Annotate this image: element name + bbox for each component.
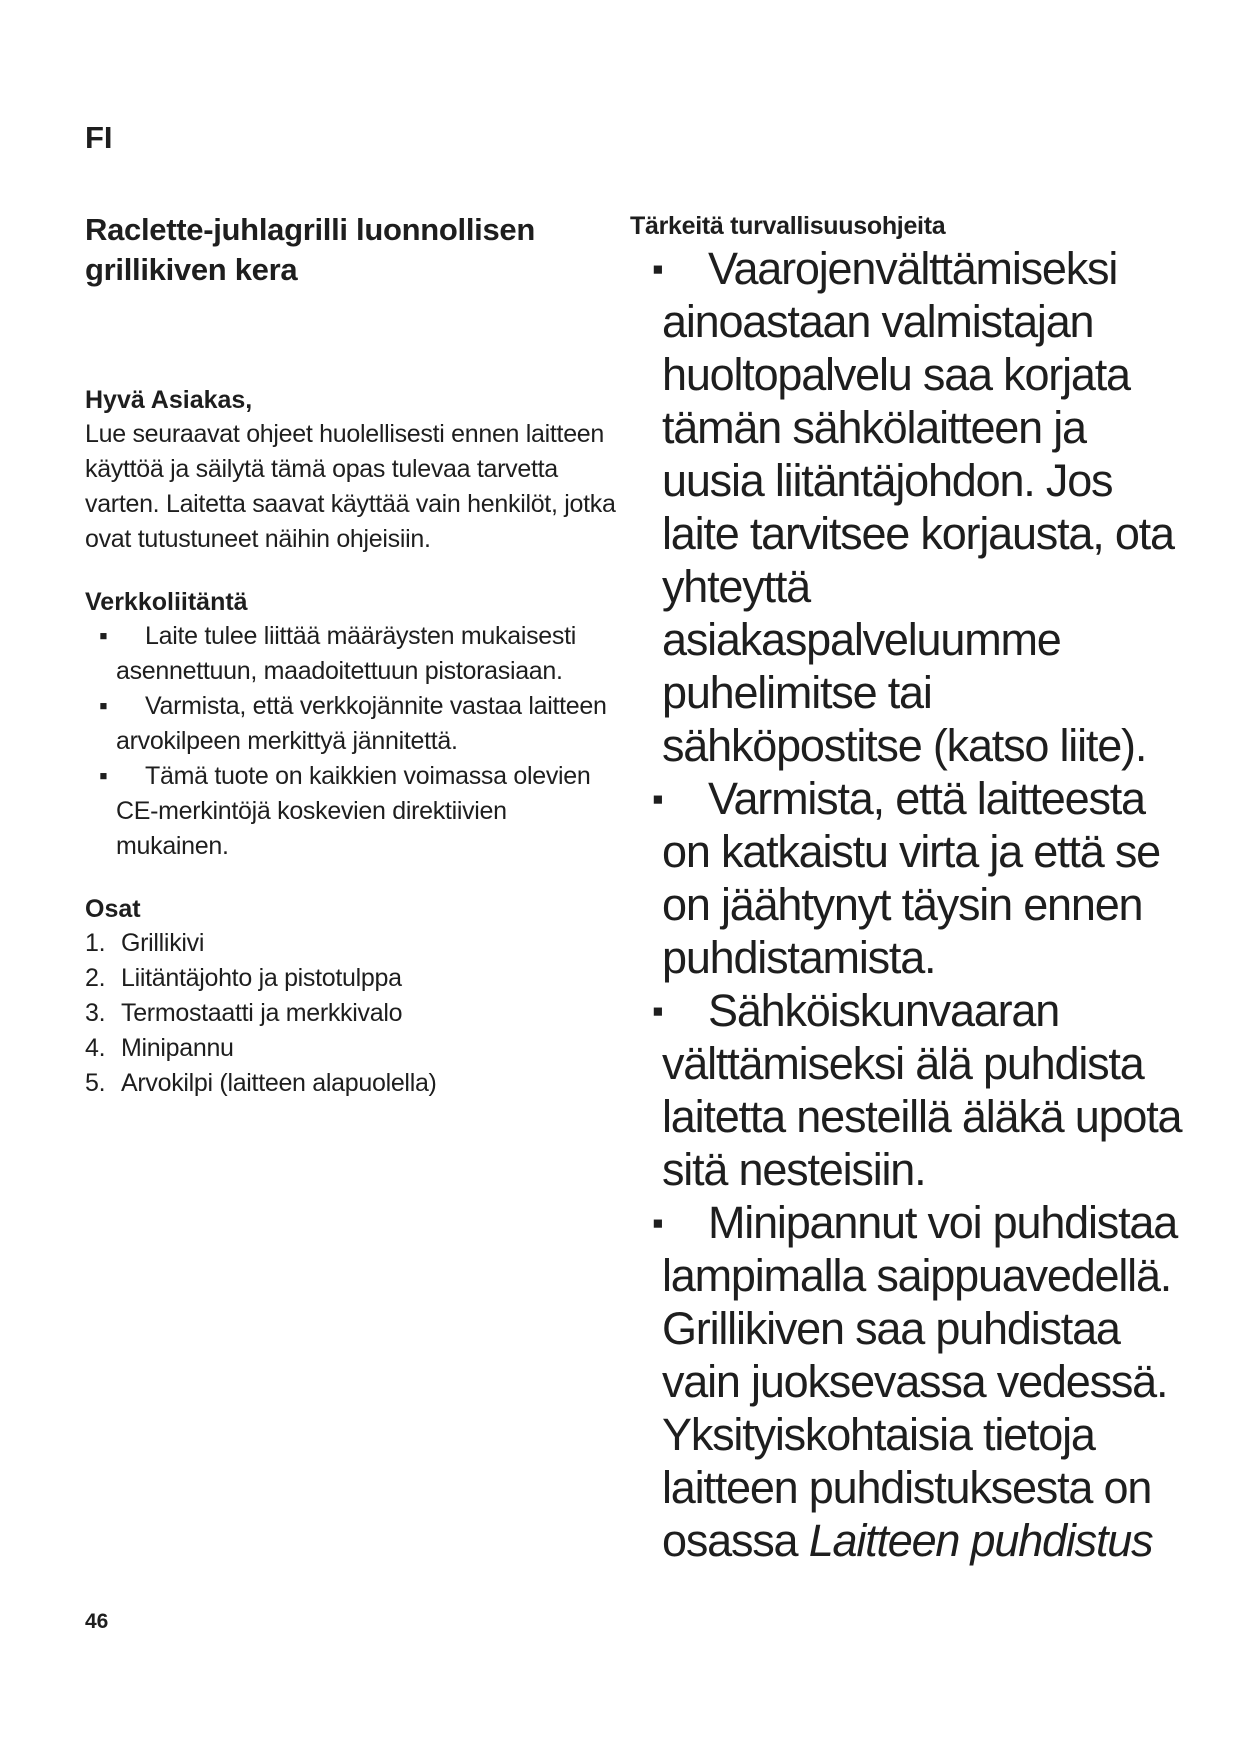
page-title: Raclette-juhlagrilli luonnollisen grillikiven kera bbox=[85, 212, 535, 287]
bullet-icon: ▪ bbox=[652, 250, 663, 287]
cleaning-text: Minipannut voi puhdistaa lampimalla saippuavedellä. Grillikiven saa puhdistaa vain juoksevassa vedessä. Yksityiskohtaisia tietoja laitteen puhdistuksesta on osassa bbox=[662, 1197, 1178, 1566]
bullet-icon: ▪ bbox=[99, 622, 108, 650]
safety-item: ▪ Sähköiskunvaaran välttämiseksi älä puhdista laitetta nesteillä äläkä upota sitä nesteisiin. bbox=[652, 985, 1182, 1195]
network-heading: Verkkoliitäntä bbox=[85, 588, 248, 616]
language-code: FI bbox=[85, 120, 113, 155]
left-column bbox=[85, 210, 625, 1101]
parts-list bbox=[85, 926, 625, 1101]
intro-paragraph: Lue seuraavat ohjeet huolellisesti ennen laitteen käyttöä ja säilytä tämä opas tulevaa tarvetta varten. Laitetta saavat käyttää vain henkilöt, jotka ovat tutustuneet näihin ohjeisiin. bbox=[85, 420, 616, 553]
safety-item: ▪ Vaarojenvälttämiseksi ainoastaan valmistajan huoltopalvelu saa korjata tämän sähkölaitteen ja uusia liitäntäjohdon. Jos laite tarvitsee korjausta, ota yhteyttä asiakaspalveluumme puhelimitse tai sähköpostitse (katso liite). bbox=[652, 243, 1174, 771]
list-item: ▪ Laite tulee liittää määräysten mukaisesti asennettuun, maadoitettuun pistorasiaan. bbox=[85, 619, 625, 689]
bullet-icon: ▪ bbox=[652, 1204, 663, 1241]
list-item: ▪ Varmista, että verkkojännite vastaa laitteen arvokilpeen merkittyä jännitettä. bbox=[85, 689, 625, 759]
part-item: 5. Arvokilpi (laitteen alapuolella) bbox=[85, 1069, 437, 1097]
part-item: 4. Minipannu bbox=[85, 1034, 234, 1062]
parts-section bbox=[85, 892, 625, 1101]
parts-heading: Osat bbox=[85, 895, 141, 923]
part-item: 1. Grillikivi bbox=[85, 929, 205, 957]
network-section bbox=[85, 585, 625, 864]
bullet-icon: ▪ bbox=[652, 780, 663, 817]
page-number: 46 bbox=[85, 1610, 109, 1633]
safety-item: ▪ Varmista, että laitteesta on katkaistu virta ja että se on jäähtynyt täysin ennen puhdistamista. bbox=[652, 773, 1160, 983]
part-item: 3. Termostaatti ja merkkivalo bbox=[85, 999, 403, 1027]
greeting-heading: Hyvä Asiakas, bbox=[85, 386, 253, 414]
safety-item bbox=[630, 1196, 1190, 1567]
safety-heading: Tärkeitä turvallisuusohjeita bbox=[630, 212, 946, 240]
cleaning-reference: Laitteen puhdistus bbox=[808, 1515, 1153, 1566]
safety-list bbox=[630, 242, 1190, 1567]
right-column bbox=[630, 210, 1190, 1567]
greeting-section bbox=[85, 383, 625, 557]
part-item: 2. Liitäntäjohto ja pistotulppa bbox=[85, 964, 402, 992]
bullet-icon: ▪ bbox=[652, 992, 663, 1029]
bullet-icon: ▪ bbox=[99, 692, 108, 720]
network-list bbox=[85, 619, 625, 864]
list-item: ▪ Tämä tuote on kaikkien voimassa olevien CE-merkintöjä koskevien direktiivien mukainen. bbox=[85, 759, 625, 864]
bullet-icon: ▪ bbox=[99, 762, 108, 790]
